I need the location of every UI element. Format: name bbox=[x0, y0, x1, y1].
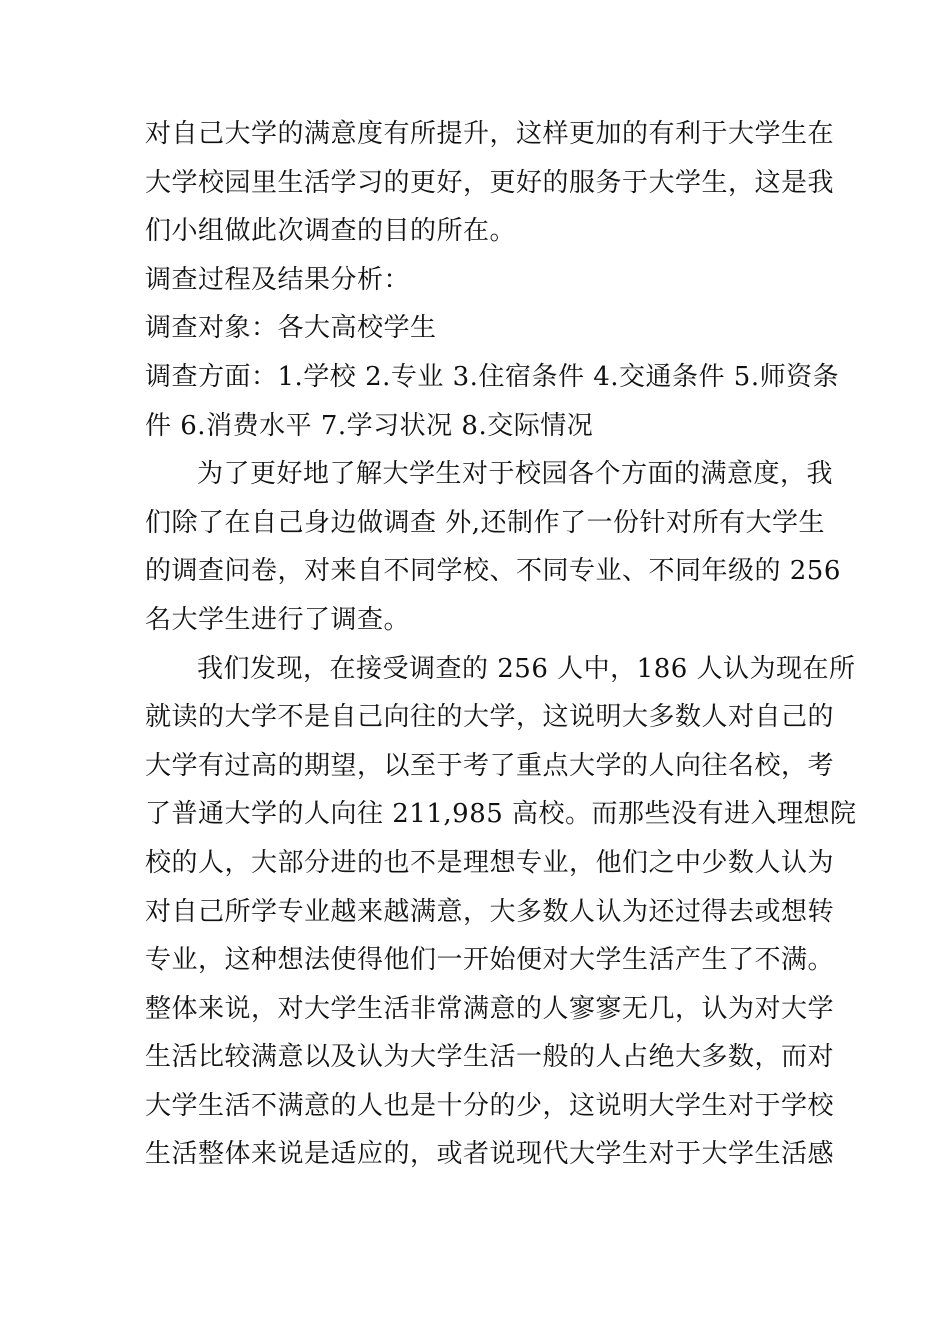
text-line: 们小组做此次调查的目的所在。 bbox=[145, 216, 517, 247]
text-line: 校的人，大部分进的也不是理想专业，他们之中少数人认为 bbox=[145, 847, 835, 878]
text-line: 大学有过高的期望，以至于考了重点大学的人向往名校，考 bbox=[145, 750, 835, 781]
text-line: 就读的大学不是自己向往的大学，这说明大多数人对自己的 bbox=[145, 702, 835, 733]
text-line: 的调查问卷，对来自不同学校、不同专业、不同年级的 256 bbox=[145, 556, 841, 587]
text-line: 大学校园里生活学习的更好，更好的服务于大学生，这是我 bbox=[145, 167, 835, 198]
text-line: 们除了在自己身边做调查 外,还制作了一份针对所有大学生 bbox=[145, 507, 826, 538]
text-line: 大学生活不满意的人也是十分的少，这说明大学生对于学校 bbox=[145, 1090, 835, 1121]
survey-aspects: 调查方面：1.学校 2.专业 3.住宿条件 4.交通条件 5.师资条 bbox=[145, 361, 840, 392]
text-line: 生活整体来说是适应的，或者说现代大学生对于大学生活感 bbox=[145, 1139, 835, 1170]
paragraph-start: 为了更好地了解大学生对于校园各个方面的满意度，我 bbox=[197, 459, 834, 490]
text-line: 名大学生进行了调查。 bbox=[145, 604, 411, 635]
body-text bbox=[145, 110, 857, 1179]
text-line: 生活比较满意以及认为大学生活一般的人占绝大多数，而对 bbox=[145, 1042, 835, 1073]
text-line: 专业，这种想法使得他们一开始便对大学生活产生了不满。 bbox=[145, 945, 835, 976]
paragraph-start: 我们发现，在接受调查的 256 人中，186 人认为现在所 bbox=[197, 653, 856, 684]
text-line: 整体来说，对大学生活非常满意的人寥寥无几，认为对大学 bbox=[145, 993, 835, 1024]
text-line: 对自己大学的满意度有所提升，这样更加的有利于大学生在 bbox=[145, 119, 835, 149]
section-heading: 调查过程及结果分析： bbox=[145, 264, 411, 295]
text-line: 对自己所学专业越来越满意，大多数人认为还过得去或想转 bbox=[145, 896, 835, 927]
text-line: 了普通大学的人向往 211,985 高校。而那些没有进入理想院 bbox=[145, 799, 857, 830]
survey-aspects-continued: 件 6.消费水平 7.学习状况 8.交际情况 bbox=[145, 410, 594, 441]
survey-subjects: 调查对象：各大高校学生 bbox=[145, 313, 437, 344]
